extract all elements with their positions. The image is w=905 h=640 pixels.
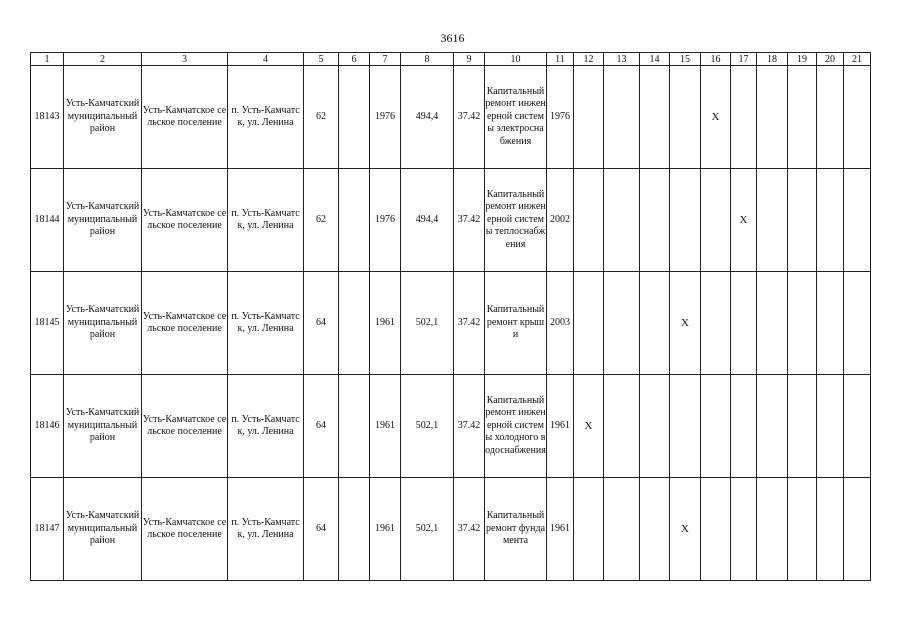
cell-area: 502,1: [401, 272, 454, 375]
cell-col-16: X: [701, 66, 731, 169]
cell-col-9: 37.42: [454, 272, 485, 375]
cell-year-last-repair: 1976: [547, 66, 574, 169]
cell-col-12: X: [574, 375, 604, 478]
cell-house-number: 64: [304, 375, 339, 478]
cell-address: п. Усть-Камчатск, ул. Ленина: [228, 66, 304, 169]
table-body: [31, 53, 871, 581]
cell-col-15: [670, 375, 701, 478]
cell-year-last-repair: 1961: [547, 478, 574, 581]
cell-municipal-district: Усть-Камчатский муниципальный район: [64, 375, 142, 478]
cell-col-6: [339, 66, 370, 169]
cell-col-17: [731, 272, 757, 375]
cell-area: 502,1: [401, 478, 454, 581]
cell-record-id: 18146: [31, 375, 64, 478]
cell-col-16: [701, 272, 731, 375]
column-header: 13: [604, 53, 640, 66]
cell-municipal-district: Усть-Камчатский муниципальный район: [64, 272, 142, 375]
cell-settlement: Усть-Камчатское сельское поселение: [142, 169, 228, 272]
column-number-row: [31, 53, 871, 66]
table-row: [31, 375, 871, 478]
cell-work-type: Капитальный ремонт инженерной системы холодного водоснабжения: [485, 375, 547, 478]
cell-year-last-repair: 2003: [547, 272, 574, 375]
cell-col-17: [731, 66, 757, 169]
cell-address: п. Усть-Камчатск, ул. Ленина: [228, 169, 304, 272]
column-header: 11: [547, 53, 574, 66]
cell-col-12: [574, 478, 604, 581]
cell-col-19: [788, 272, 817, 375]
cell-col-18: [757, 478, 788, 581]
cell-col-18: [757, 66, 788, 169]
cell-col-18: [757, 169, 788, 272]
cell-settlement: Усть-Камчатское сельское поселение: [142, 478, 228, 581]
cell-year-built: 1961: [370, 478, 401, 581]
cell-col-20: [817, 272, 844, 375]
cell-area: 494,4: [401, 66, 454, 169]
cell-col-14: [640, 66, 670, 169]
cell-col-13: [604, 375, 640, 478]
cell-col-15: [670, 169, 701, 272]
cell-col-18: [757, 375, 788, 478]
cell-work-type: Капитальный ремонт крыши: [485, 272, 547, 375]
cell-col-9: 37.42: [454, 169, 485, 272]
cell-col-18: [757, 272, 788, 375]
cell-year-built: 1961: [370, 272, 401, 375]
cell-col-12: [574, 272, 604, 375]
cell-year-built: 1961: [370, 375, 401, 478]
cell-col-16: [701, 375, 731, 478]
table-row: [31, 478, 871, 581]
cell-record-id: 18145: [31, 272, 64, 375]
cell-address: п. Усть-Камчатск, ул. Ленина: [228, 272, 304, 375]
column-header: 18: [757, 53, 788, 66]
cell-col-14: [640, 272, 670, 375]
cell-address: п. Усть-Камчатск, ул. Ленина: [228, 478, 304, 581]
cell-year-last-repair: 1961: [547, 375, 574, 478]
cell-settlement: Усть-Камчатское сельское поселение: [142, 272, 228, 375]
cell-col-17: [731, 478, 757, 581]
cell-area: 494,4: [401, 169, 454, 272]
cell-col-6: [339, 169, 370, 272]
cell-settlement: Усть-Камчатское сельское поселение: [142, 375, 228, 478]
column-header: 3: [142, 53, 228, 66]
column-header: 4: [228, 53, 304, 66]
cell-col-20: [817, 169, 844, 272]
cell-col-13: [604, 66, 640, 169]
cell-area: 502,1: [401, 375, 454, 478]
cell-col-19: [788, 169, 817, 272]
cell-work-type: Капитальный ремонт инженерной системы электроснабжения: [485, 66, 547, 169]
column-header: 21: [844, 53, 871, 66]
cell-col-17: X: [731, 169, 757, 272]
cell-col-16: [701, 478, 731, 581]
column-header: 17: [731, 53, 757, 66]
cell-col-15: X: [670, 478, 701, 581]
cell-col-6: [339, 478, 370, 581]
column-header: 12: [574, 53, 604, 66]
cell-col-16: [701, 169, 731, 272]
cell-col-12: [574, 66, 604, 169]
cell-col-15: [670, 66, 701, 169]
cell-col-14: [640, 478, 670, 581]
cell-col-14: [640, 375, 670, 478]
cell-col-20: [817, 375, 844, 478]
table-row: [31, 272, 871, 375]
cell-municipal-district: Усть-Камчатский муниципальный район: [64, 169, 142, 272]
cell-house-number: 64: [304, 272, 339, 375]
column-header: 14: [640, 53, 670, 66]
cell-col-15: X: [670, 272, 701, 375]
column-header: 1: [31, 53, 64, 66]
cell-col-6: [339, 375, 370, 478]
cell-col-21: [844, 375, 871, 478]
table-row: [31, 66, 871, 169]
cell-col-17: [731, 375, 757, 478]
cell-col-9: 37.42: [454, 66, 485, 169]
cell-col-20: [817, 478, 844, 581]
table-row: [31, 169, 871, 272]
cell-col-13: [604, 272, 640, 375]
cell-municipal-district: Усть-Камчатский муниципальный район: [64, 66, 142, 169]
cell-col-21: [844, 66, 871, 169]
column-header: 5: [304, 53, 339, 66]
cell-work-type: Капитальный ремонт фундамента: [485, 478, 547, 581]
column-header: 16: [701, 53, 731, 66]
column-header: 19: [788, 53, 817, 66]
cell-col-21: [844, 169, 871, 272]
column-header: 6: [339, 53, 370, 66]
cell-col-19: [788, 66, 817, 169]
cell-house-number: 62: [304, 66, 339, 169]
cell-record-id: 18144: [31, 169, 64, 272]
column-header: 10: [485, 53, 547, 66]
cell-municipal-district: Усть-Камчатский муниципальный район: [64, 478, 142, 581]
column-header: 15: [670, 53, 701, 66]
cell-house-number: 62: [304, 169, 339, 272]
cell-record-id: 18147: [31, 478, 64, 581]
cell-col-9: 37.42: [454, 478, 485, 581]
repair-schedule-table: [30, 52, 871, 581]
cell-col-14: [640, 169, 670, 272]
cell-col-19: [788, 375, 817, 478]
column-header: 9: [454, 53, 485, 66]
cell-year-last-repair: 2002: [547, 169, 574, 272]
column-header: 8: [401, 53, 454, 66]
cell-col-19: [788, 478, 817, 581]
cell-work-type: Капитальный ремонт инженерной системы теплоснабжения: [485, 169, 547, 272]
column-header: 2: [64, 53, 142, 66]
cell-col-13: [604, 169, 640, 272]
cell-col-20: [817, 66, 844, 169]
cell-col-9: 37.42: [454, 375, 485, 478]
column-header: 20: [817, 53, 844, 66]
cell-year-built: 1976: [370, 66, 401, 169]
page-number: 3616: [440, 31, 465, 45]
cell-house-number: 64: [304, 478, 339, 581]
cell-col-21: [844, 272, 871, 375]
cell-col-13: [604, 478, 640, 581]
cell-settlement: Усть-Камчатское сельское поселение: [142, 66, 228, 169]
cell-address: п. Усть-Камчатск, ул. Ленина: [228, 375, 304, 478]
column-header: 7: [370, 53, 401, 66]
cell-record-id: 18143: [31, 66, 64, 169]
cell-col-12: [574, 169, 604, 272]
cell-year-built: 1976: [370, 169, 401, 272]
cell-col-21: [844, 478, 871, 581]
cell-col-6: [339, 272, 370, 375]
